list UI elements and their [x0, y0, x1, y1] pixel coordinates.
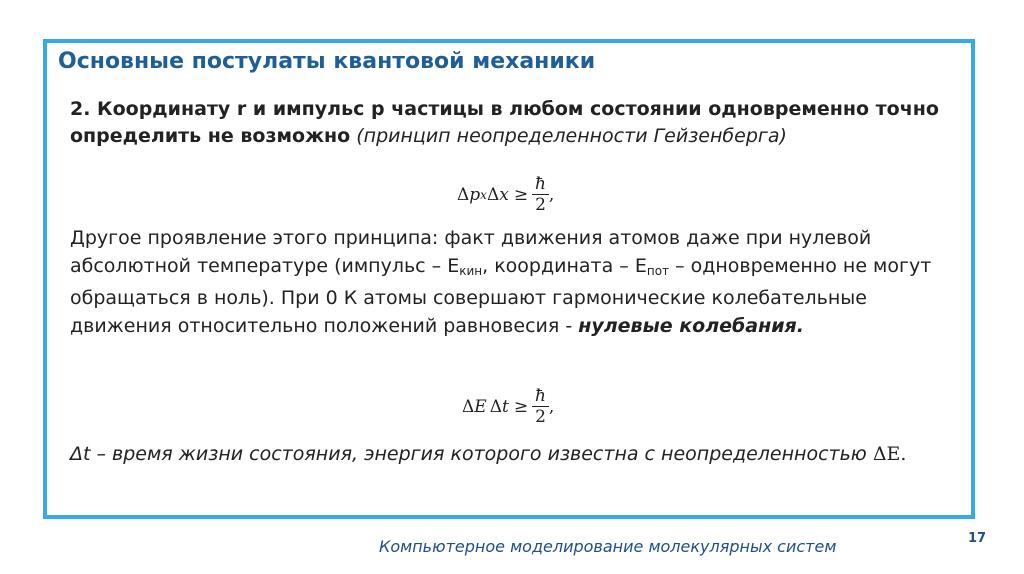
geq-symbol: ≥: [513, 396, 529, 417]
time-symbol: t: [501, 396, 509, 417]
comma: ,: [548, 184, 555, 205]
hbar-symbol: ħ: [535, 174, 546, 194]
hbar-over-two: [532, 386, 549, 427]
paragraph-text: – одновременно не могут обращаться в ноль). При 0 К атомы совершают гармонические колебательные движения относительно положений равновесия -: [70, 254, 932, 337]
hbar-symbol: ħ: [535, 386, 546, 406]
zero-point-oscillations: нулевые колебания.: [578, 314, 804, 337]
energy-uncertainty: ΔE.: [872, 443, 907, 465]
coordinate-symbol: x: [499, 184, 509, 205]
hbar-over-two: [532, 174, 549, 215]
kinetic-subscript: кин: [459, 263, 483, 278]
paragraph-text: Другое проявление этого принципа: факт движения атомов даже при нулевой абсолютной температуре (импульс – E: [70, 227, 872, 277]
postulate-text: [70, 96, 950, 150]
zero-point-paragraph: [70, 225, 950, 340]
heisenberg-formula-energy: [462, 386, 554, 427]
geq-symbol: ≥: [513, 184, 529, 205]
slide-title: Основные постулаты квантовой механики: [58, 49, 596, 74]
energy-symbol: E: [474, 396, 487, 417]
lifetime-text: Δt – время жизни состояния, энергия которого известна с неопределенностью: [70, 443, 873, 465]
paragraph-text: , координата – E: [482, 254, 647, 277]
postulate-statement: 2. Координату r и импульс p частицы в любом состоянии одновременно точно определить не возможно: [70, 98, 939, 147]
denominator: 2: [532, 406, 549, 427]
comma: ,: [548, 396, 555, 417]
delta-symbol: Δ: [489, 396, 502, 417]
course-footer: Компьютерное моделирование молекулярных систем: [379, 537, 837, 556]
delta-symbol: Δ: [457, 184, 470, 205]
x-subscript: x: [480, 187, 487, 202]
delta-symbol: Δ: [486, 184, 500, 205]
principle-name: (принцип неопределенности Гейзенберга): [356, 125, 787, 147]
heisenberg-formula-momentum: [457, 174, 554, 215]
momentum-symbol: p: [469, 184, 481, 205]
potential-subscript: пот: [646, 263, 670, 278]
delta-symbol: Δ: [462, 396, 475, 417]
lifetime-note: [70, 441, 950, 468]
denominator: 2: [532, 194, 549, 215]
page-number: 17: [968, 531, 987, 546]
